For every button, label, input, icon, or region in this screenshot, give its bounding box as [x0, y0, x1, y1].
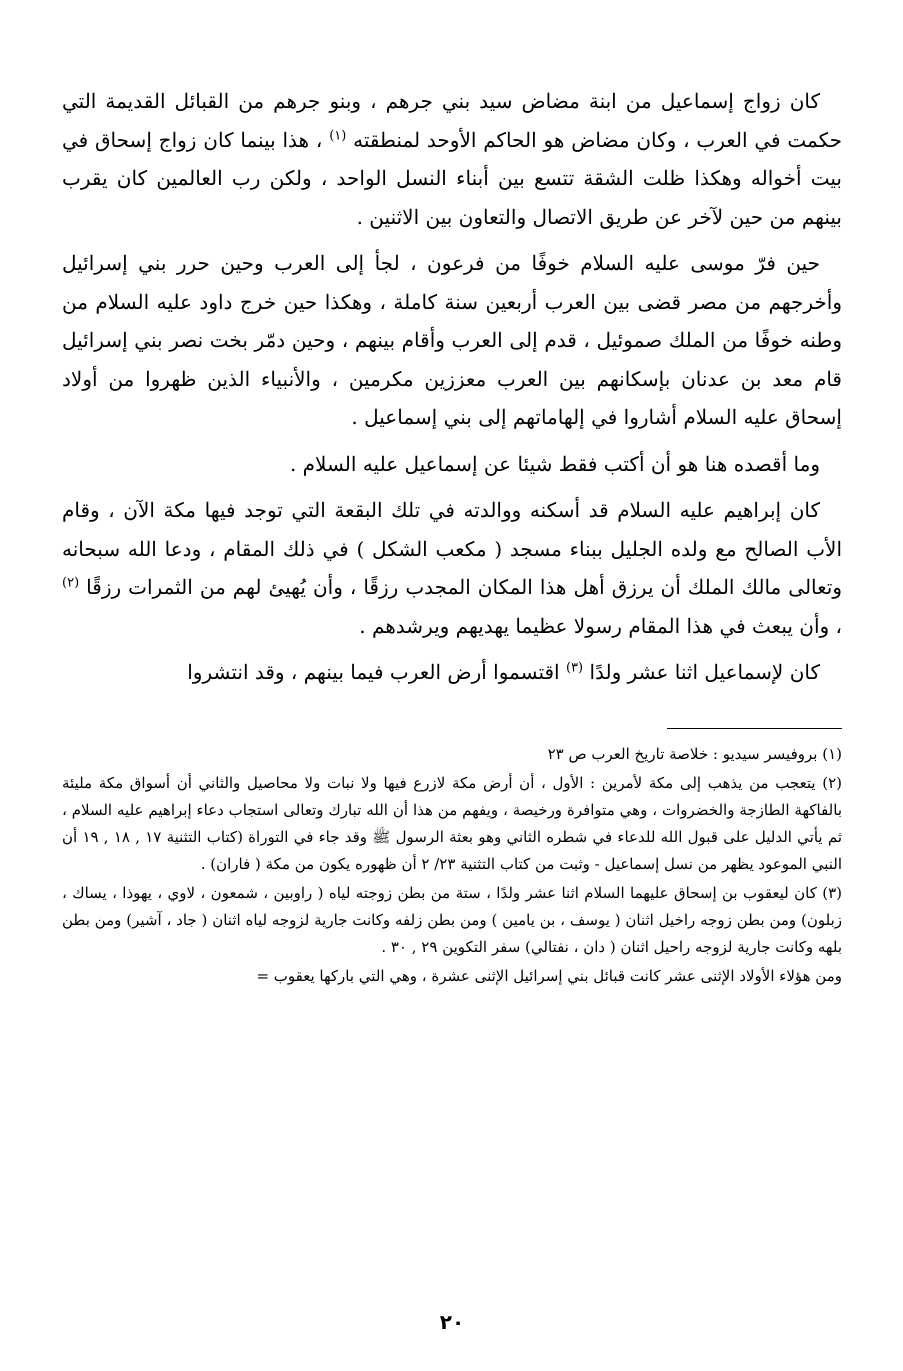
footnote-item: ومن هؤلاء الأولاد الإثنى عشر كانت قبائل بني إسرائيل الإثنى عشرة ، وهي التي باركها يعقوب =: [256, 966, 842, 985]
footnote-item: (٣) كان ليعقوب بن إسحاق عليهما السلام اثنا عشر ولدًا ، ستة من بطن زوجته لياه ( راوبين ، شمعون ، لاوي ، يهوذا ، يساك ، زبلون) ومن بطن زوجه راخيل اثنان ( يوسف ، بن يامين ) ومن بطن زلفه وكانت جارية لزوجه لياه اثنان ( جاد ، آشير) ومن بطن بلهه وكانت جارية لزوجه راحيل اثنان ( دان ، نفتالي) سفر التكوين ٢٩ , ٣٠ .: [62, 883, 842, 956]
paragraph-text: ، وأن يبعث في هذا المقام رسولا عظيما يهديهم ويرشدهم .: [359, 613, 842, 638]
footnote-item: (٢) يتعجب من يذهب إلى مكة لأمرين : الأول ، أن أرض مكة لازرع فيها ولا نبات ولا محاصيل والثاني أن أسواق مكة مليئة بالفاكهة الطازجة والخضروات ، وهي متوافرة ورخيصة ، ويفهم من هذا أن الله تبارك وتعالى استجاب دعاء إبراهيم عليه السلام ، ثم يأتي الدليل على قبول الله للدعاء في شطره الثاني وهو بعثة الرسول ﷺ وقد جاء في التوراة (كتاب التثنية ١٧ , ١٨ , ١٩ أن النبي الموعود يظهر من نسل إسماعيل - وثبت من كتاب التثنية ٢٣/ ٢ أن ظهوره يكون من مكة ( فاران) .: [62, 773, 843, 873]
paragraph-text: اقتسموا أرض العرب فيما بينهم ، وقد انتشروا: [187, 660, 560, 684]
body-paragraph: [62, 491, 842, 645]
footnotes: [62, 741, 842, 990]
body-paragraph: [62, 653, 842, 692]
page-number: ٢٠: [439, 1310, 465, 1334]
footnote-reference: (١): [329, 127, 347, 143]
document-page: [62, 82, 842, 1342]
main-text: [62, 82, 842, 692]
footnote-item: (١) بروفيسر سيديو : خلاصة تاريخ العرب ص ٢٣: [547, 744, 842, 763]
paragraph-text: كان لإسماعيل اثنا عشر ولدًا: [589, 660, 820, 684]
paragraph-text: ، هذا بينما كان زواج إسحاق في بيت أخواله وهكذا ظلت الشقة تتسع بين أبناء النسل الواحد ، ولكن رب العالمين كان يقرب بينهم من حين لآخر عن طريق الاتصال والتعاون بين الاثنين .: [62, 127, 842, 229]
footnote-reference: (٢): [62, 575, 80, 591]
footnote-divider: [667, 728, 842, 729]
body-paragraph: [62, 244, 842, 437]
paragraph-text: حين فرّ موسى عليه السلام خوفًا من فرعون ، لجأ إلى العرب وحين حرر بني إسرائيل وأخرجهم من مصر قضى بين العرب أربعين سنة كاملة ، وهكذا حين خرج داود عليه السلام من وطنه خوفًا من الملك صموئيل ، قدم إلى العرب وأقام بينهم ، وحين دمّر بخت نصر بني إسرائيل قام معد بن عدنان بإسكانهم بين العرب معززين مكرمين ، والأنبياء الذين ظهروا من أولاد إسحاق عليه السلام أشاروا في إلهاماتهم إلى بني إسماعيل .: [62, 251, 842, 429]
footnote-reference: (٣): [565, 660, 584, 676]
paragraph-text: كان إبراهيم عليه السلام قد أسكنه ووالدته في تلك البقعة التي توجد فيها مكة الآن ، وقام الأب الصالح مع ولده الجليل ببناء مسجد ( مكعب الشكل ) في ذلك المقام ، ودعا الله سبحانه وتعالى مالك الملك أن يرزق أهل هذا المكان المجدب رزقًا ، وأن يُهيئ لهم من الثمرات رزقًا: [62, 498, 843, 599]
body-paragraph: [62, 82, 842, 236]
paragraph-text: وما أقصده هنا هو أن أكتب فقط شيئا عن إسماعيل عليه السلام .: [289, 451, 820, 476]
body-paragraph: [62, 445, 842, 484]
paragraph-text: كان زواج إسماعيل من ابنة مضاض سيد بني جرهم ، وبنو جرهم من القبائل القديمة التي حكمت في العرب ، وكان مضاض هو الحاكم الأوحد لمنطقته: [62, 89, 842, 152]
